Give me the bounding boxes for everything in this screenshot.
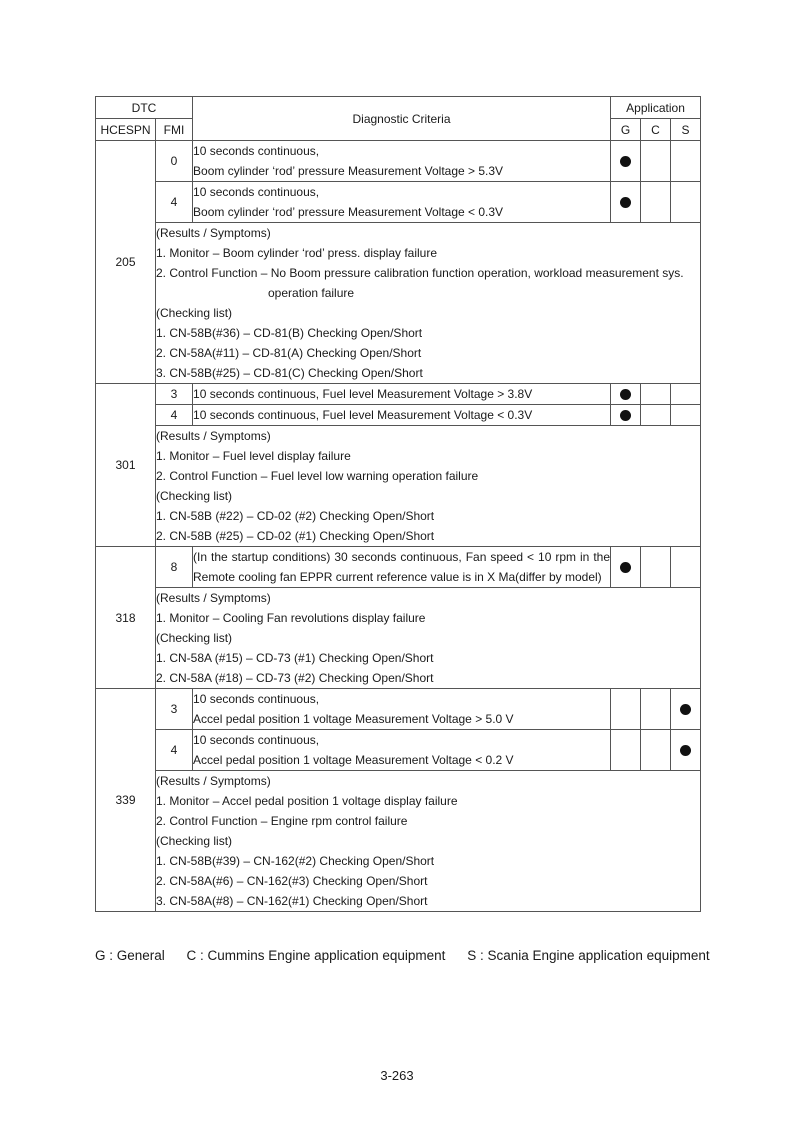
header-diagnostic-criteria: Diagnostic Criteria: [193, 97, 611, 141]
criteria-line: 10 seconds continuous,: [193, 144, 320, 158]
criteria-cell: [193, 141, 611, 182]
application-s-cell: [671, 141, 701, 182]
results-line: 2. CN-58B (#25) – CD-02 (#1) Checking Open/Short: [156, 529, 435, 543]
application-g-cell: [611, 730, 641, 771]
results-line: 3. CN-58B(#25) – CD-81(C) Checking Open/Short: [156, 366, 423, 380]
criteria-line: 10 seconds continuous,: [193, 733, 320, 747]
results-line: (Checking list): [156, 631, 233, 645]
criteria-line: 10 seconds continuous, Fuel level Measurement Voltage > 3.8V: [193, 387, 533, 401]
results-line: (Results / Symptoms): [156, 591, 271, 605]
header-fmi: FMI: [156, 119, 193, 141]
fmi-cell: 3: [156, 689, 193, 730]
header-s: S: [671, 119, 701, 141]
filled-circle-icon: [620, 197, 631, 208]
results-line: 2. CN-58A(#6) – CN-162(#3) Checking Open/Short: [156, 874, 428, 888]
criteria-cell: [193, 384, 611, 405]
header-application: Application: [611, 97, 701, 119]
results-line: (Checking list): [156, 306, 233, 320]
application-c-cell: [641, 182, 671, 223]
table-row: [96, 730, 701, 771]
criteria-line: (In the startup conditions) 30 seconds continuous, Fan speed < 10 rpm in the Remote cooling fan EPPR current reference value is in X Ma(differ by model): [193, 550, 611, 584]
application-c-cell: [641, 405, 671, 426]
results-line: operation failure: [268, 286, 355, 300]
filled-circle-icon: [620, 562, 631, 573]
results-line: 1. Monitor – Fuel level display failure: [156, 449, 351, 463]
application-s-cell: [671, 730, 701, 771]
results-line: 2. CN-58A(#11) – CD-81(A) Checking Open/Short: [156, 346, 422, 360]
application-s-cell: [671, 547, 701, 588]
criteria-line: Accel pedal position 1 voltage Measurement Voltage > 5.0 V: [193, 712, 514, 726]
application-c-cell: [641, 730, 671, 771]
dtc-table: [95, 96, 701, 912]
header-hcespn: HCESPN: [96, 119, 156, 141]
results-line: (Results / Symptoms): [156, 429, 271, 443]
fmi-cell: 0: [156, 141, 193, 182]
results-line: 1. Monitor – Cooling Fan revolutions display failure: [156, 611, 426, 625]
legend-cummins: C : Cummins Engine application equipment: [186, 948, 446, 963]
filled-circle-icon: [680, 745, 691, 756]
results-line: 2. Control Function – No Boom pressure calibration function operation, workload measurement sys.: [156, 266, 684, 280]
results-line: 2. CN-58A (#18) – CD-73 (#2) Checking Open/Short: [156, 671, 434, 685]
legend-general: G : General: [95, 948, 165, 963]
fmi-cell: 4: [156, 182, 193, 223]
criteria-cell: [193, 730, 611, 771]
criteria-line: Boom cylinder ‘rod’ pressure Measurement Voltage > 5.3V: [193, 164, 504, 178]
hcespn-cell: 318: [96, 547, 156, 689]
filled-circle-icon: [620, 156, 631, 167]
results-cell: [156, 771, 701, 912]
results-line: 1. CN-58A (#15) – CD-73 (#1) Checking Open/Short: [156, 651, 434, 665]
criteria-cell: [193, 547, 611, 588]
results-line: 1. Monitor – Accel pedal position 1 voltage display failure: [156, 794, 458, 808]
application-g-cell: [611, 182, 641, 223]
header-g: G: [611, 119, 641, 141]
results-line: 1. CN-58B (#22) – CD-02 (#2) Checking Open/Short: [156, 509, 435, 523]
criteria-line: Boom cylinder ‘rod’ pressure Measurement Voltage < 0.3V: [193, 205, 504, 219]
results-cell: [156, 588, 701, 689]
criteria-cell: [193, 689, 611, 730]
application-s-cell: [671, 689, 701, 730]
application-s-cell: [671, 405, 701, 426]
application-s-cell: [671, 182, 701, 223]
fmi-cell: 8: [156, 547, 193, 588]
table-row: [96, 384, 701, 405]
filled-circle-icon: [620, 389, 631, 400]
results-line: 1. Monitor – Boom cylinder ‘rod’ press. display failure: [156, 246, 438, 260]
application-g-cell: [611, 405, 641, 426]
results-line: 3. CN-58A(#8) – CN-162(#1) Checking Open/Short: [156, 894, 428, 908]
table-row: [96, 771, 701, 912]
table-row: [96, 141, 701, 182]
table-row: [96, 547, 701, 588]
application-g-cell: [611, 689, 641, 730]
results-line: 2. Control Function – Fuel level low warning operation failure: [156, 469, 479, 483]
fmi-cell: 3: [156, 384, 193, 405]
criteria-line: 10 seconds continuous, Fuel level Measurement Voltage < 0.3V: [193, 408, 533, 422]
criteria-line: 10 seconds continuous,: [193, 185, 320, 199]
table-row: [96, 223, 701, 384]
results-line: 1. CN-58B(#39) – CN-162(#2) Checking Open/Short: [156, 854, 435, 868]
application-s-cell: [671, 384, 701, 405]
results-line: 1. CN-58B(#36) – CD-81(B) Checking Open/Short: [156, 326, 423, 340]
filled-circle-icon: [680, 704, 691, 715]
table-row: [96, 588, 701, 689]
filled-circle-icon: [620, 410, 631, 421]
results-line: (Checking list): [156, 834, 233, 848]
table-row: [96, 689, 701, 730]
header-c: C: [641, 119, 671, 141]
application-g-cell: [611, 141, 641, 182]
application-c-cell: [641, 141, 671, 182]
criteria-line: 10 seconds continuous,: [193, 692, 320, 706]
legend: [95, 948, 710, 963]
fmi-cell: 4: [156, 730, 193, 771]
application-c-cell: [641, 384, 671, 405]
results-line: 2. Control Function – Engine rpm control failure: [156, 814, 408, 828]
results-cell: [156, 426, 701, 547]
hcespn-cell: 339: [96, 689, 156, 912]
application-c-cell: [641, 689, 671, 730]
application-c-cell: [641, 547, 671, 588]
fmi-cell: 4: [156, 405, 193, 426]
table-row: [96, 405, 701, 426]
table-row: [96, 426, 701, 547]
header-dtc: DTC: [96, 97, 193, 119]
legend-scania: S : Scania Engine application equipment: [467, 948, 710, 963]
results-line: (Checking list): [156, 489, 233, 503]
application-g-cell: [611, 384, 641, 405]
results-cell: [156, 223, 701, 384]
page-number: 3-263: [380, 1068, 414, 1083]
hcespn-cell: 301: [96, 384, 156, 547]
criteria-cell: [193, 182, 611, 223]
table-row: [96, 182, 701, 223]
criteria-cell: [193, 405, 611, 426]
criteria-line: Accel pedal position 1 voltage Measurement Voltage < 0.2 V: [193, 753, 514, 767]
hcespn-cell: 205: [96, 141, 156, 384]
results-line: (Results / Symptoms): [156, 226, 271, 240]
application-g-cell: [611, 547, 641, 588]
results-line: (Results / Symptoms): [156, 774, 271, 788]
